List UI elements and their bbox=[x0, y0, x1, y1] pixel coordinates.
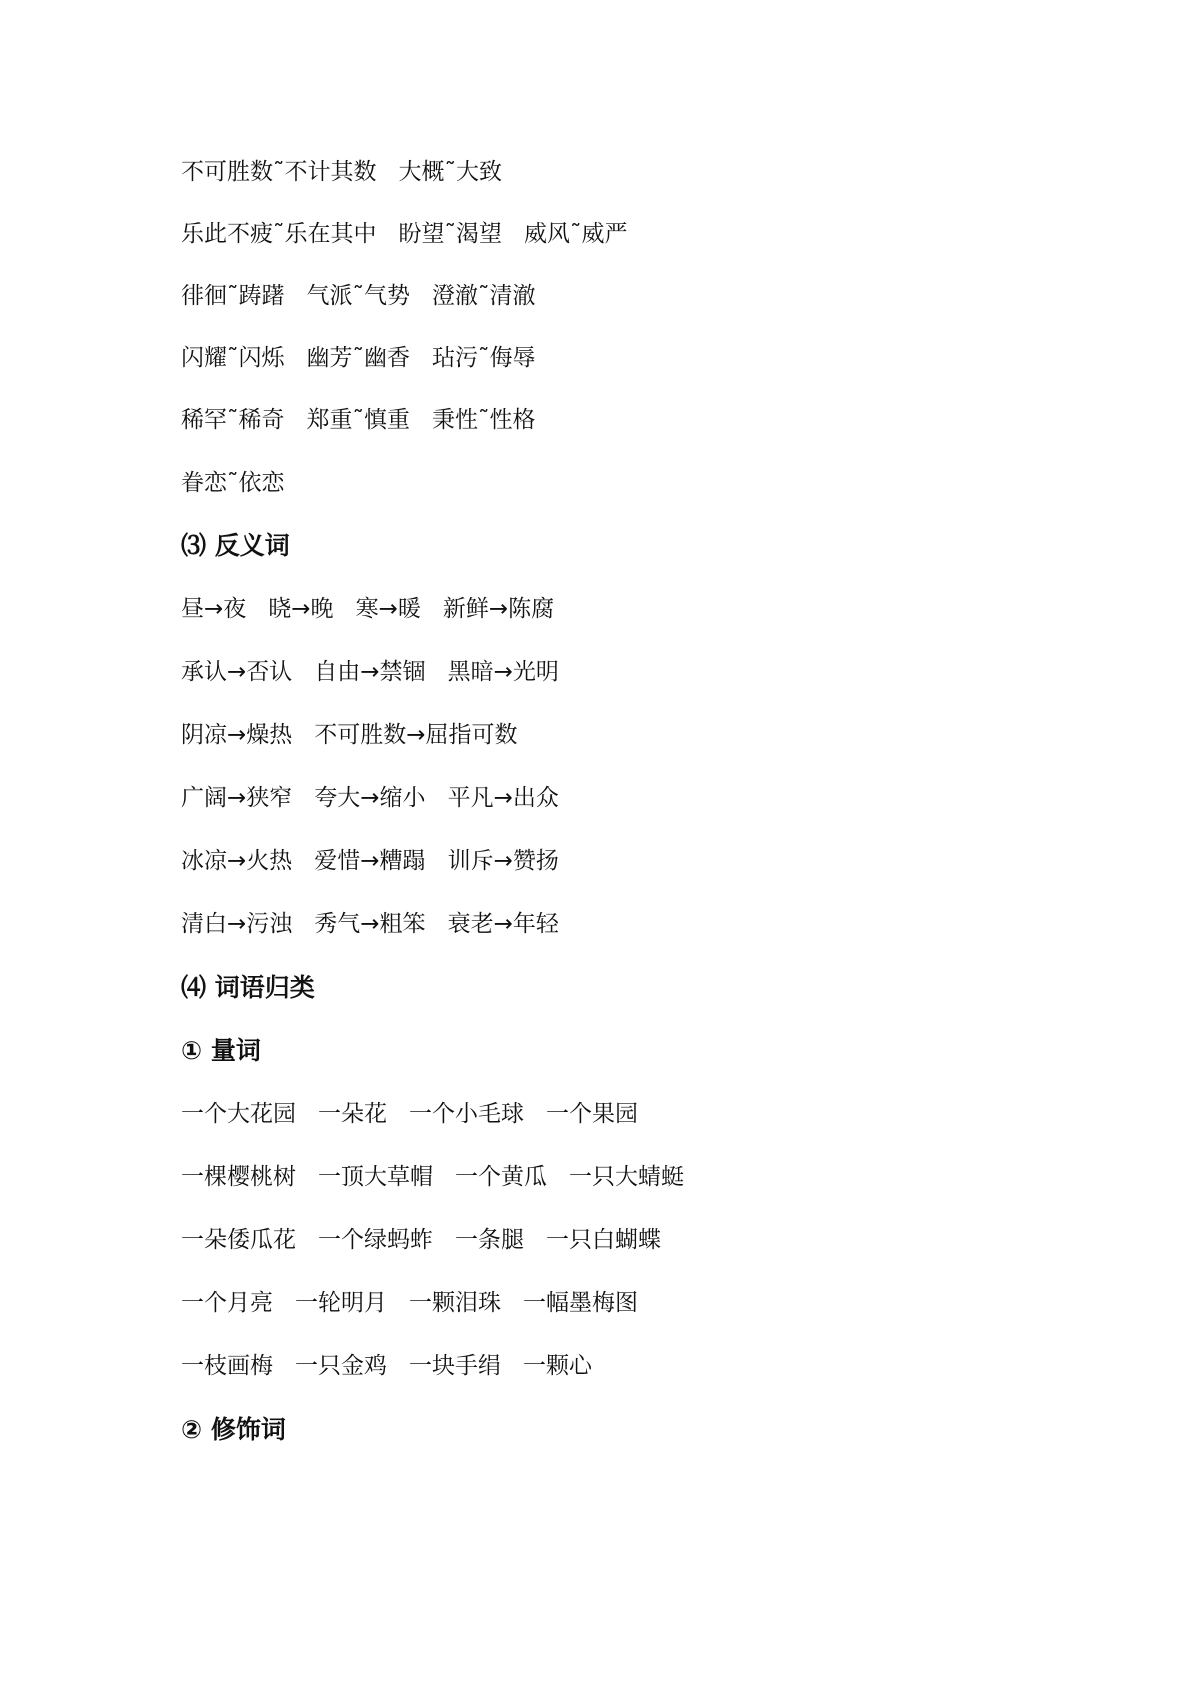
word-pair: 澄澈˜清澈 bbox=[432, 283, 536, 309]
measure-phrase: 一轮明月 bbox=[295, 1290, 387, 1316]
word-pair: 承认→否认 bbox=[181, 659, 293, 685]
measure-line-5 bbox=[181, 1346, 592, 1386]
antonym-line-1 bbox=[181, 589, 554, 629]
synonym-line-5 bbox=[181, 400, 536, 440]
measure-phrase: 一只白蝴蝶 bbox=[546, 1227, 661, 1253]
heading-antonyms: ⑶ 反义词 bbox=[181, 531, 290, 560]
synonym-line-4 bbox=[181, 338, 536, 378]
word-pair: 盼望˜渴望 bbox=[398, 221, 502, 247]
heading-measure-words: ① 量词 bbox=[181, 1036, 261, 1065]
antonym-line-5 bbox=[181, 841, 559, 881]
word-pair: 阴凉→燥热 bbox=[181, 722, 293, 748]
word-pair: 郑重˜慎重 bbox=[306, 407, 410, 433]
measure-phrase: 一个绿蚂蚱 bbox=[318, 1227, 433, 1253]
measure-phrase: 一朵倭瓜花 bbox=[181, 1227, 296, 1253]
measure-line-3 bbox=[181, 1220, 661, 1260]
heading-modifiers: ② 修饰词 bbox=[181, 1415, 286, 1444]
measure-phrase: 一块手绢 bbox=[409, 1353, 501, 1379]
measure-phrase: 一个黄瓜 bbox=[455, 1164, 547, 1190]
word-pair: 闪耀˜闪烁 bbox=[181, 345, 285, 371]
measure-phrase: 一个大花园 bbox=[181, 1101, 296, 1127]
word-pair: 威风˜威严 bbox=[524, 221, 628, 247]
word-pair: 清白→污浊 bbox=[181, 911, 293, 937]
synonym-line-1 bbox=[181, 152, 502, 192]
measure-line-1 bbox=[181, 1094, 638, 1134]
word-pair: 新鲜→陈腐 bbox=[442, 596, 555, 622]
measure-phrase: 一个月亮 bbox=[181, 1290, 273, 1316]
measure-phrase: 一棵樱桃树 bbox=[181, 1164, 296, 1190]
word-pair: 夸大→缩小 bbox=[314, 785, 426, 811]
word-pair: 徘徊˜踌躇 bbox=[181, 283, 285, 309]
word-pair: 幽芳˜幽香 bbox=[306, 345, 410, 371]
word-pair: 不可胜数→屈指可数 bbox=[314, 722, 518, 748]
word-pair: 晓→晚 bbox=[268, 596, 334, 622]
word-pair: 气派˜气势 bbox=[306, 283, 410, 309]
measure-phrase: 一只大蜻蜓 bbox=[569, 1164, 684, 1190]
antonym-line-2 bbox=[181, 652, 559, 692]
word-pair: 平凡→出众 bbox=[447, 785, 559, 811]
measure-phrase: 一只金鸡 bbox=[295, 1353, 387, 1379]
measure-phrase: 一顶大草帽 bbox=[318, 1164, 433, 1190]
word-pair: 不可胜数˜不计其数 bbox=[181, 159, 377, 185]
measure-line-2 bbox=[181, 1157, 684, 1197]
word-pair: 冰凉→火热 bbox=[181, 848, 293, 874]
heading-classify: ⑷ 词语归类 bbox=[181, 973, 315, 1002]
measure-phrase: 一枝画梅 bbox=[181, 1353, 273, 1379]
measure-phrase: 一个果园 bbox=[546, 1101, 638, 1127]
antonym-line-6 bbox=[181, 904, 559, 944]
word-pair: 爱惜→糟蹋 bbox=[314, 848, 426, 874]
word-pair: 秀气→粗笨 bbox=[314, 911, 426, 937]
word-pair: 广阔→狭窄 bbox=[181, 785, 293, 811]
synonym-line-2 bbox=[181, 214, 628, 254]
word-pair: 衰老→年轻 bbox=[447, 911, 559, 937]
word-pair: 训斥→赞扬 bbox=[447, 848, 559, 874]
word-pair: 稀罕˜稀奇 bbox=[181, 407, 285, 433]
synonym-line-6 bbox=[181, 463, 285, 503]
measure-phrase: 一幅墨梅图 bbox=[523, 1290, 638, 1316]
word-pair: 寒→暖 bbox=[355, 596, 421, 622]
word-pair: 乐此不疲˜乐在其中 bbox=[181, 221, 377, 247]
measure-phrase: 一个小毛球 bbox=[409, 1101, 524, 1127]
measure-line-4 bbox=[181, 1283, 638, 1323]
word-pair: 眷恋˜依恋 bbox=[181, 470, 285, 496]
word-pair: 黑暗→光明 bbox=[447, 659, 559, 685]
measure-phrase: 一颗泪珠 bbox=[409, 1290, 501, 1316]
word-pair: 昼→夜 bbox=[181, 596, 247, 622]
word-pair: 玷污˜侮辱 bbox=[432, 345, 536, 371]
antonym-line-3 bbox=[181, 715, 518, 755]
measure-phrase: 一颗心 bbox=[523, 1353, 592, 1379]
synonym-line-3 bbox=[181, 276, 536, 316]
word-pair: 自由→禁锢 bbox=[314, 659, 426, 685]
word-pair: 大概˜大致 bbox=[398, 159, 502, 185]
antonym-line-4 bbox=[181, 778, 559, 818]
word-pair: 秉性˜性格 bbox=[432, 407, 536, 433]
measure-phrase: 一条腿 bbox=[455, 1227, 524, 1253]
measure-phrase: 一朵花 bbox=[318, 1101, 387, 1127]
